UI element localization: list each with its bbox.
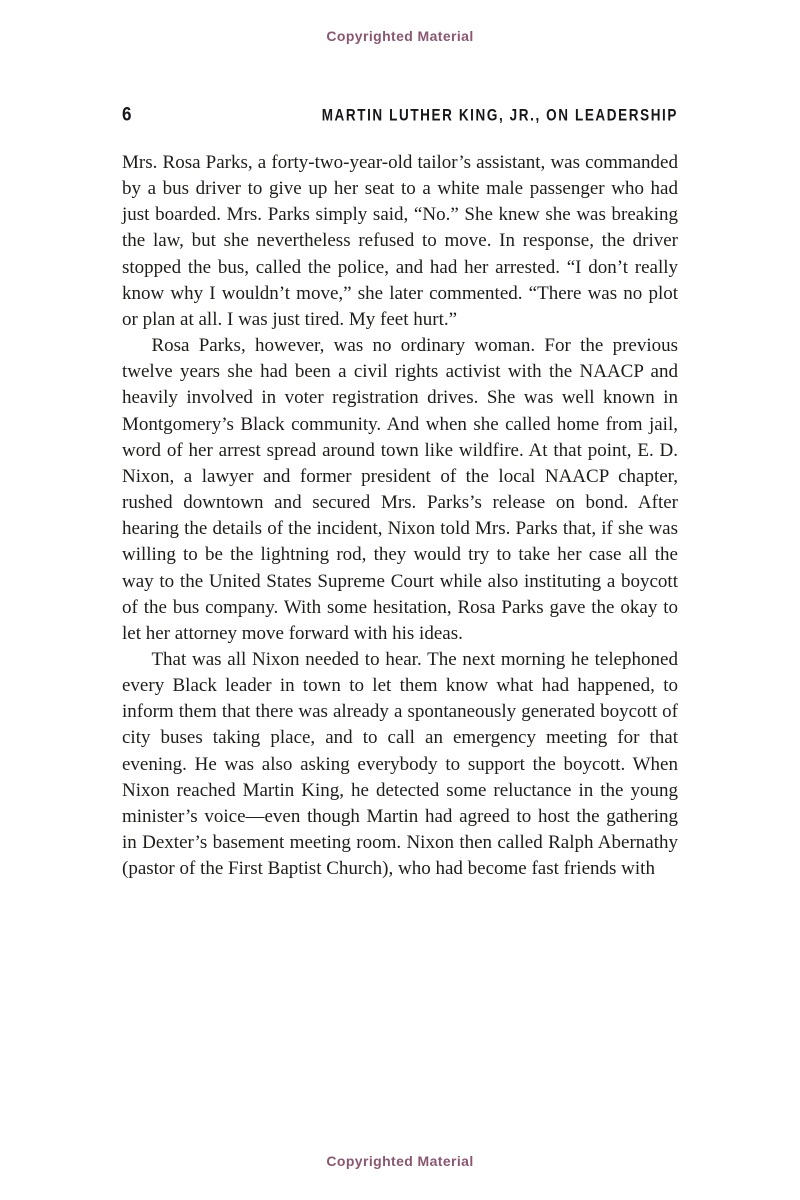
page-number: 6 bbox=[122, 103, 132, 125]
copyright-notice-bottom: Copyrighted Material bbox=[326, 1153, 474, 1169]
body-text bbox=[122, 150, 678, 882]
paragraph: That was all Nixon needed to hear. The next morning he telephoned every Black leader in town to let them know what had happened, to inform them that there was already a spontaneously generated boycott of city buses taking place, and to call an emergency meeting for that evening. He was also asking everybody to support the boycott. When Nixon reached Martin King, he detected some reluctance in the young minister’s voice—even though Martin had agreed to host the gathering in Dexter’s basement meeting room. Nixon then called Ralph Abernathy (pastor of the First Baptist Church), who had become fast friends with bbox=[122, 648, 678, 880]
paragraph: Rosa Parks, however, was no ordinary woman. For the previous twelve years she had been a civil rights activist with the NAACP and heavily involved in voter registration drives. She was well known in Montgomery’s Black community. And when she called home from jail, word of her arrest spread around town like wildfire. At that point, E. D. Nixon, a lawyer and former president of the local NAACP chapter, rushed downtown and secured Mrs. Parks’s release on bond. After hearing the details of the incident, Nixon told Mrs. Parks that, if she was willing to be the lightning rod, they would try to take her case all the way to the United States Supreme Court while also instituting a boycott of the bus company. With some hesitation, Rosa Parks gave the okay to let her attorney move forward with his ideas. bbox=[122, 335, 678, 644]
page-header bbox=[122, 103, 678, 126]
running-header-title: MARTIN LUTHER KING, JR., ON LEADERSHIP bbox=[321, 106, 678, 124]
paragraph: Mrs. Rosa Parks, a forty-two-year-old tailor’s assistant, was commanded by a bus driver to give up her seat to a white male passenger who had just boarded. Mrs. Parks simply said, “No.” She knew she was breaking the law, but she nevertheless refused to move. In response, the driver stopped the bus, called the police, and had her arrested. “I don’t really know why I wouldn’t move,” she later commented. “There was no plot or plan at all. I was just tired. My feet hurt.” bbox=[122, 152, 678, 330]
copyright-notice-top: Copyrighted Material bbox=[326, 28, 474, 44]
